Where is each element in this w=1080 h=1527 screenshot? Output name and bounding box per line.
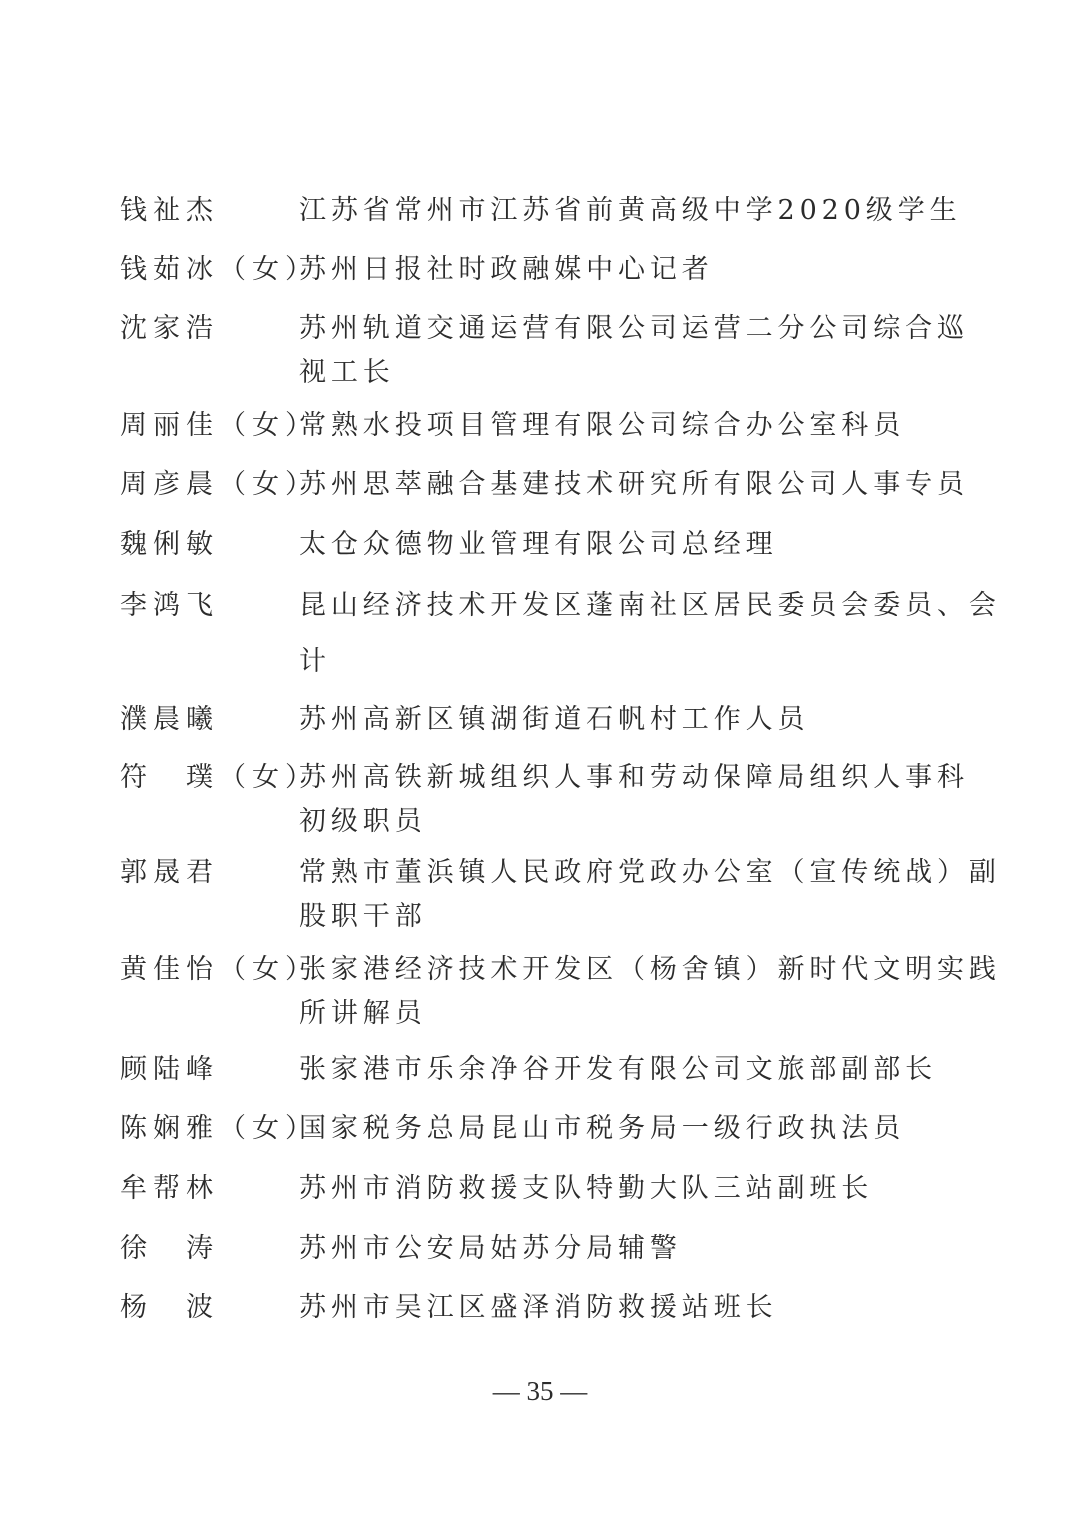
person-name: 濮晨曦 — [120, 704, 219, 735]
role-line: 计 — [299, 646, 331, 677]
person-role — [299, 590, 1001, 677]
person-role — [299, 1055, 939, 1085]
role-line: 苏州市吴江区盛泽消防救援站班长 — [299, 1292, 778, 1323]
person-name: 符 璞（女） — [120, 762, 318, 793]
person-name: 杨 波 — [120, 1292, 219, 1323]
person-name: 魏俐敏 — [120, 529, 219, 560]
person-role — [299, 469, 969, 500]
role-line: 苏州日报社时政融媒中心记者 — [299, 254, 714, 285]
person-role — [299, 857, 1001, 932]
person-role — [299, 195, 962, 226]
person-role — [299, 1114, 939, 1144]
role-line: 太仓众德物业管理有限公司总经理 — [299, 529, 778, 560]
person-role — [299, 411, 939, 441]
person-name: 钱祉杰 — [120, 195, 219, 226]
role-line: 视工长 — [299, 357, 395, 388]
role-line: 江苏省常州市江苏省前黄高级中学2020级学生 — [299, 195, 962, 226]
page-number: — 35 — — [492, 1376, 588, 1406]
person-name: 沈家浩 — [120, 313, 219, 344]
person-name: 徐 涛 — [120, 1233, 219, 1264]
role-line: 常熟市董浜镇人民政府党政办公室（宣传统战）副 — [299, 857, 1001, 888]
person-name: 钱茹冰（女） — [120, 254, 318, 285]
person-role — [299, 313, 969, 388]
person-name: 牟帮林 — [120, 1173, 219, 1204]
person-name: 周彦晨（女） — [120, 469, 318, 500]
role-line: 苏州高铁新城组织人事和劳动保障局组织人事科 — [299, 762, 969, 793]
role-line: 苏州市消防救援支队特勤大队三站副班长 — [299, 1173, 874, 1204]
person-name: 顾陆峰 — [120, 1054, 219, 1085]
person-role — [299, 1174, 939, 1204]
person-name: 周丽佳（女） — [120, 410, 318, 441]
person-role — [299, 255, 939, 285]
person-name: 郭晟君 — [120, 857, 219, 888]
role-line: 张家港市乐余净谷开发有限公司文旅部副部长 — [299, 1054, 937, 1085]
person-role — [299, 1293, 939, 1323]
role-line: 初级职员 — [299, 806, 427, 837]
role-line: 股职干部 — [299, 901, 427, 932]
role-line: 苏州市公安局姑苏分局辅警 — [299, 1233, 682, 1264]
role-line: 苏州轨道交通运营有限公司运营二分公司综合巡 — [299, 313, 969, 344]
role-line: 所讲解员 — [299, 998, 427, 1029]
person-name: 李鸿飞 — [120, 590, 219, 621]
person-name: 黄佳怡（女） — [120, 954, 318, 985]
person-role — [299, 1234, 939, 1264]
person-role — [299, 705, 939, 735]
role-line: 常熟水投项目管理有限公司综合办公室科员 — [299, 410, 906, 441]
person-role — [299, 954, 1001, 1029]
role-line: 昆山经济技术开发区蓬南社区居民委员会委员、会 — [299, 590, 1001, 621]
role-line: 国家税务总局昆山市税务局一级行政执法员 — [299, 1113, 906, 1144]
person-role — [299, 530, 939, 560]
person-name: 陈娴雅（女） — [120, 1113, 318, 1144]
role-line: 张家港经济技术开发区（杨舍镇）新时代文明实践 — [299, 954, 1001, 985]
role-line: 苏州高新区镇湖街道石帆村工作人员 — [299, 704, 810, 735]
person-role — [299, 762, 969, 837]
role-line: 苏州思萃融合基建技术研究所有限公司人事专员 — [299, 469, 969, 500]
